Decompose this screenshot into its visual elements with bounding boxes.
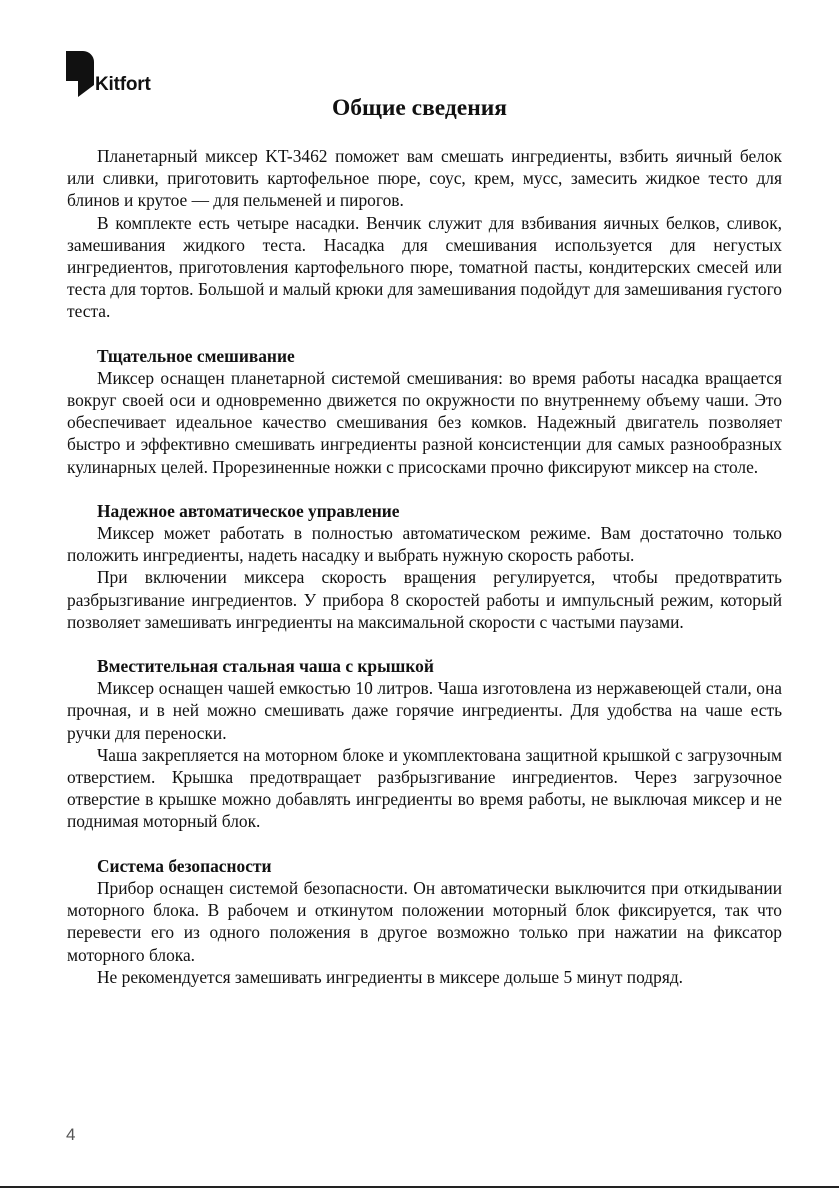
section-heading: Тщательное смешивание — [97, 345, 295, 366]
section-heading: Надежное автоматическое управление — [97, 500, 400, 521]
logo-text: Kitfort — [95, 74, 151, 95]
section-paragraph: Прибор оснащен системой безопасности. Он автоматически выключится при откидывании моторного блока. В рабочем и откинутом положении моторный блок фиксируется, так что перевести его из одного положения в другое возможно только при нажатии на фиксатор моторного блока. — [67, 877, 782, 965]
intro-paragraph: В комплекте есть четыре насадки. Венчик служит для взбивания яичных белков, сливок, замешивания жидкого теста. Насадка для смешивания используется для негустых ингредиентов, приготовления картофельного пюре, томатной пасты, кондитерских смесей или теста для тортов. Большой и малый крюки для замешивания подойдут для замешивания густого теста. — [67, 212, 782, 322]
kitfort-logo-icon — [66, 51, 94, 97]
section-heading: Вместительная стальная чаша с крышкой — [97, 656, 434, 677]
section-heading: Система безопасности — [97, 855, 272, 876]
section-paragraph: Миксер оснащен планетарной системой смешивания: во время работы насадка вращается вокруг своей оси и одновременно движется по окружности по внутреннему объему чаши. Это обеспечивает идеальное качество смешивания без комков. Надежный двигатель позволяет быстро и эффективно смешивать ингредиенты разной консистенции для самых разнообразных кулинарных целей. Прорезиненные ножки с присосками прочно фиксируют миксер на столе. — [67, 367, 782, 477]
section-paragraph: Не рекомендуется замешивать ингредиенты в миксере дольше 5 минут подряд. — [97, 966, 684, 987]
section-paragraph: Миксер может работать в полностью автоматическом режиме. Вам достаточно только положить ингредиенты, надеть насадку и выбрать нужную скорость работы. — [67, 523, 782, 566]
page-number: 4 — [66, 1125, 76, 1144]
intro-paragraph: Планетарный миксер KT-3462 поможет вам смешать ингредиенты, взбить яичный белок или сливки, приготовить картофельное пюре, соус, крем, мусс, замесить жидкое тесто для блинов и крутое — для пельменей и пирогов. — [67, 146, 782, 211]
section-paragraph: При включении миксера скорость вращения регулируется, чтобы предотвратить разбрызгивание ингредиентов. У прибора 8 скоростей работы и импульсный режим, который позволяет замешивать ингредиенты на максимальной скорости с частыми паузами. — [67, 567, 782, 632]
page-title: Общие сведения — [331, 95, 508, 121]
section-paragraph: Миксер оснащен чашей емкостью 10 литров. Чаша изготовлена из нержавеющей стали, она прочная, и в ней можно смешивать даже горячие ингредиенты. Для удобства на чаше есть ручки для переноски. — [67, 678, 782, 743]
document-body — [67, 145, 782, 988]
section-paragraph: Чаша закрепляется на моторном блоке и укомплектована защитной крышкой с загрузочным отверстием. Крышка предотвращает разбрызгивание ингредиентов. Через загрузочное отверстие в крышке можно добавлять ингредиенты во время работы, не выключая миксер и не поднимая моторный блок. — [67, 744, 782, 832]
kitfort-logo — [66, 51, 151, 97]
